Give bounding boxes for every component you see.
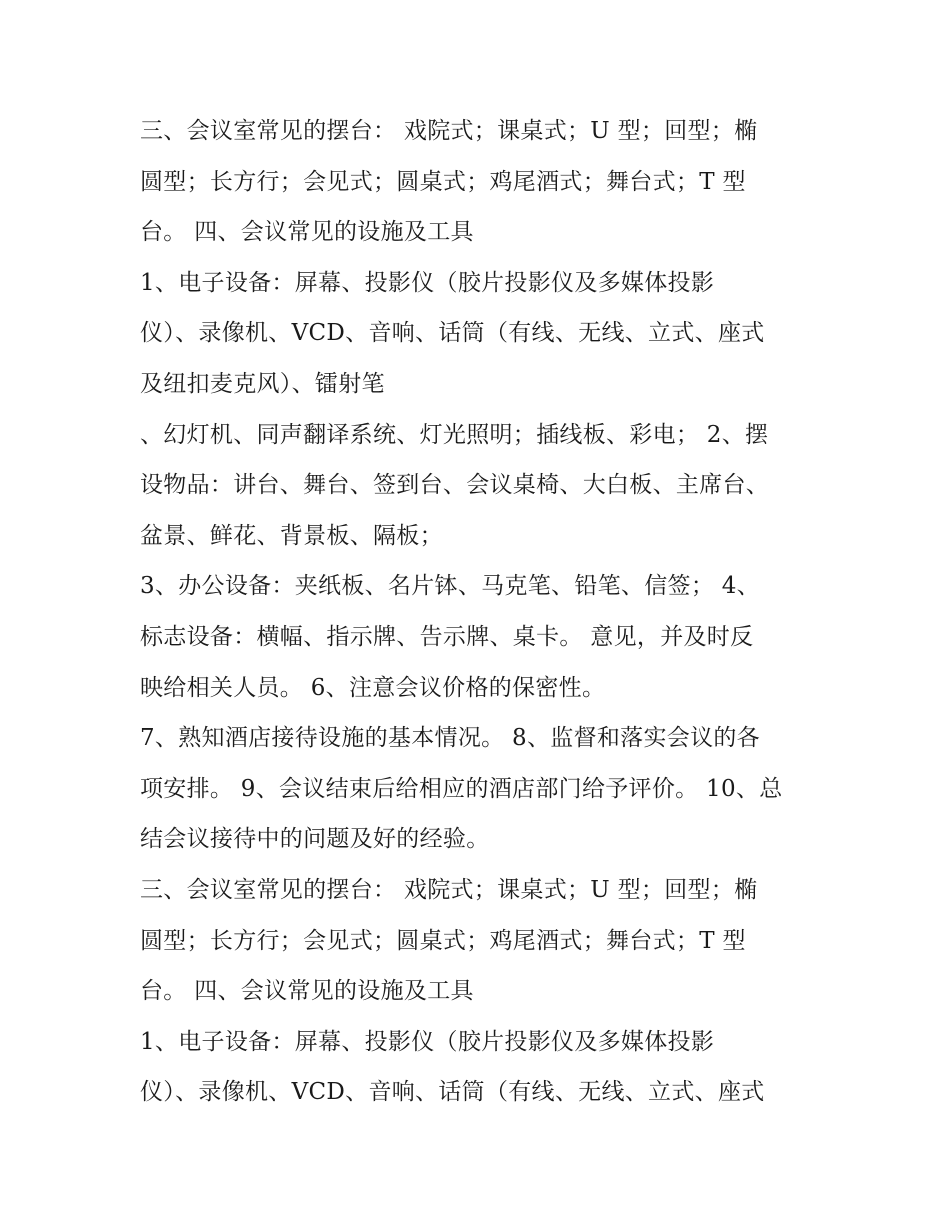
document-body	[140, 106, 820, 1118]
text-line: 映给相关人员。 6、注意会议价格的保密性。	[140, 674, 606, 701]
text-line: 7、熟知酒店接待设施的基本情况。 8、监督和落实会议的各	[140, 725, 760, 752]
text-line: 台。 四、会议常见的设施及工具	[140, 978, 474, 1005]
text-line: 仪）、录像机、VCD、音响、话筒（有线、无线、立式、座式	[140, 1079, 765, 1106]
text-line: 台。 四、会议常见的设施及工具	[140, 219, 474, 246]
text-line: 圆型；长方行；会见式；圆桌式；鸡尾酒式；舞台式；T 型	[140, 168, 746, 195]
text-line: 、幻灯机、同声翻译系统、灯光照明；插线板、彩电； 2、摆	[140, 421, 769, 448]
text-line: 1、电子设备：屏幕、投影仪（胶片投影仪及多媒体投影	[140, 269, 715, 296]
text-line: 三、会议室常见的摆台： 戏院式；课桌式；U 型；回型；椭	[140, 876, 758, 903]
text-line: 结会议接待中的问题及好的经验。	[140, 826, 490, 853]
text-line: 设物品：讲台、舞台、签到台、会议桌椅、大白板、主席台、	[140, 472, 770, 499]
text-line: 及纽扣麦克风）、镭射笔	[140, 370, 385, 397]
text-line: 圆型；长方行；会见式；圆桌式；鸡尾酒式；舞台式；T 型	[140, 927, 746, 954]
text-line: 1、电子设备：屏幕、投影仪（胶片投影仪及多媒体投影	[140, 1028, 715, 1055]
text-line: 3、办公设备：夹纸板、名片钵、马克笔、铅笔、信签； 4、	[140, 573, 760, 600]
text-line: 标志设备：横幅、指示牌、告示牌、桌卡。 意见，并及时反	[140, 623, 754, 650]
text-line: 三、会议室常见的摆台： 戏院式；课桌式；U 型；回型；椭	[140, 118, 758, 144]
text-line: 仪）、录像机、VCD、音响、话筒（有线、无线、立式、座式	[140, 320, 765, 347]
text-line: 项安排。 9、会议结束后给相应的酒店部门给予评价。 10、总	[140, 775, 783, 802]
text-line: 盆景、鲜花、背景板、隔板；	[140, 522, 443, 549]
